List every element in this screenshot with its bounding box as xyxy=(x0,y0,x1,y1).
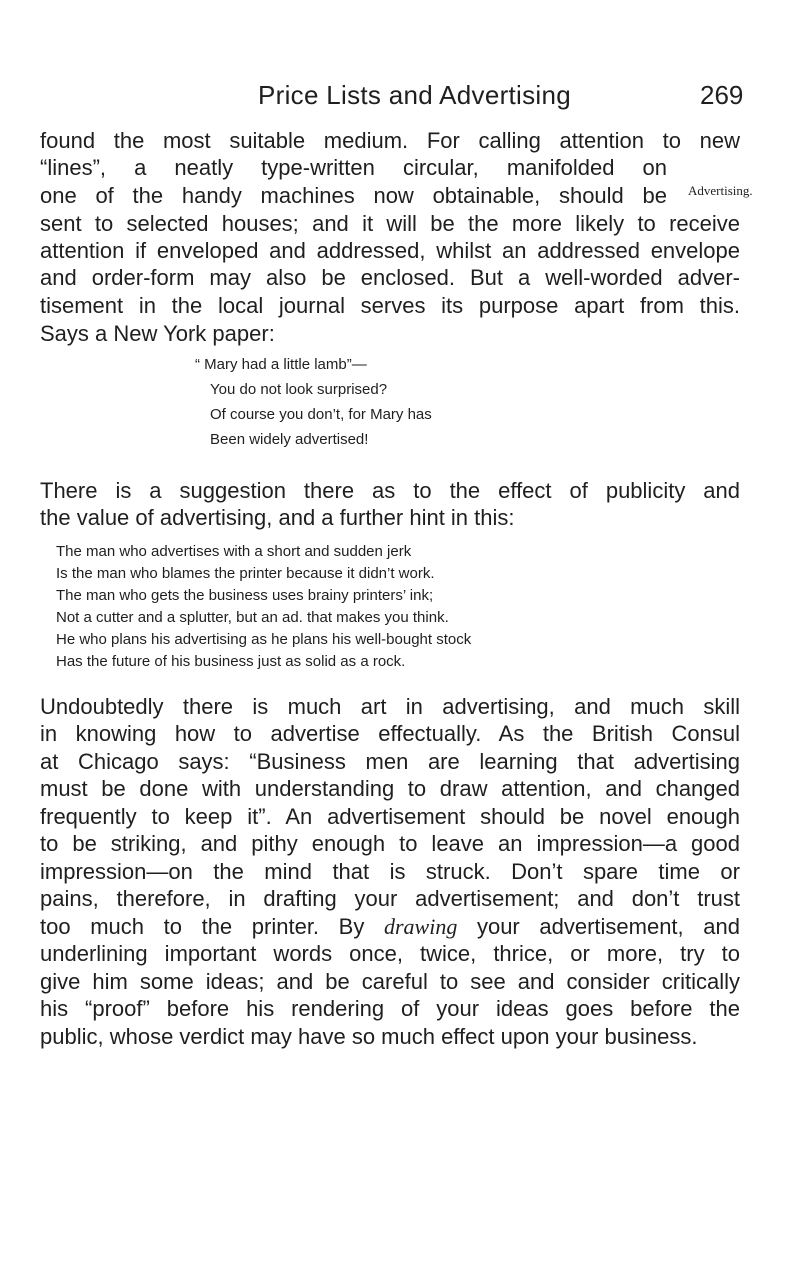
text-line: public, whose verdict may have so much effect upon your business. xyxy=(40,1024,698,1049)
verse-line: The man who advertises with a short and sudden jerk xyxy=(56,543,412,560)
margin-note: Advertising. xyxy=(688,183,753,198)
running-head xyxy=(0,80,801,120)
running-title: Price Lists and Advertising xyxy=(258,80,572,110)
text-line: frequently to keep it”. An advertisement should be novel enough xyxy=(40,804,740,829)
verse-line: “ Mary had a little lamb”— xyxy=(195,356,367,373)
text-line: must be done with understanding to draw attention, and changed xyxy=(40,776,740,801)
text-line: his “proof” before his rendering of your ideas goes before the xyxy=(40,996,740,1021)
text-line: There is a suggestion there as to the effect of publicity and xyxy=(40,478,740,503)
text-line: tisement in the local journal serves its purpose apart from this. xyxy=(40,293,740,318)
text-line: pains, therefore, in drafting your advertisement; and don’t trust xyxy=(40,886,740,911)
text-line: in knowing how to advertise effectually. As the British Consul xyxy=(40,721,740,746)
text-segment: too much to the printer. By xyxy=(40,914,365,939)
verse-line: The man who gets the business uses brainy printers’ ink; xyxy=(56,587,434,604)
verse-line: Been widely advertised! xyxy=(210,431,369,448)
text-line: sent to selected houses; and it will be the more likely to receive xyxy=(40,211,740,236)
page-number: 269 xyxy=(700,80,744,110)
text-line: attention if enveloped and addressed, whilst an addressed envelope xyxy=(40,238,740,263)
verse-line: Of course you don’t, for Mary has xyxy=(210,406,432,423)
text-line: “lines”, a neatly type-written circular, manifolded on xyxy=(40,155,667,180)
text-segment: your advertisement, and xyxy=(476,914,740,939)
text-line: and order-form may also be enclosed. But a well-worded adver- xyxy=(40,265,740,290)
italic-word: drawing xyxy=(383,914,458,939)
verse-line: Has the future of his business just as solid as a rock. xyxy=(56,653,406,670)
text-line: Says a New York paper: xyxy=(40,321,275,346)
text-line: underlining important words once, twice, thrice, or more, try to xyxy=(40,941,740,966)
verse-line: You do not look surprised? xyxy=(210,381,388,398)
text-line: give him some ideas; and be careful to see and consider critically xyxy=(40,969,740,994)
text-line: impression—on the mind that is struck. Don’t spare time or xyxy=(40,859,740,884)
text-line: one of the handy machines now obtainable, should be xyxy=(40,183,667,208)
text-line: found the most suitable medium. For calling attention to new xyxy=(40,128,740,153)
text-line: Undoubtedly there is much art in advertising, and much skill xyxy=(40,694,740,719)
verse-line: He who plans his advertising as he plans his well-bought stock xyxy=(56,631,472,648)
verse-line: Is the man who blames the printer because it didn’t work. xyxy=(56,565,435,582)
text-line: to be striking, and pithy enough to leave an impression—a good xyxy=(40,831,740,856)
text-line: at Chicago says: “Business men are learning that advertising xyxy=(40,749,740,774)
text-line: the value of advertising, and a further hint in this: xyxy=(40,505,515,530)
text-line-with-italic xyxy=(40,914,740,940)
verse-line: Not a cutter and a splutter, but an ad. that makes you think. xyxy=(56,609,449,626)
